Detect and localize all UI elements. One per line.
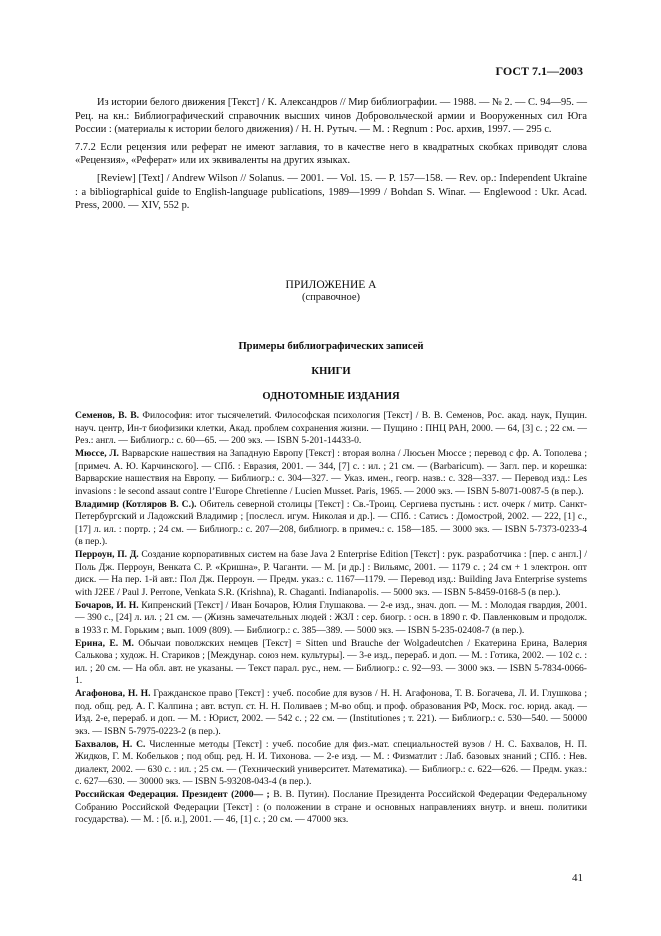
bib-entry-text: Обычаи поволжских немцев [Текст] = Sitten und Brauche der Wolgadeutchen / Екатерина Ерина, Валерия Салькова ; худож. Н. Стариков ; [Междунар. союз нем. культуры]. — 3-е изд., перераб. и доп. — М. : Готика, 2002. — 102 с. : ил. ; 20 см. — На обл. авт. не указаны. — Текст парал. рус., нем. — Библиогр.: с. 92—93. — 3000 экз. — ISBN 5-7834-0066-1.	[75, 637, 587, 686]
bib-entry	[75, 448, 587, 498]
bib-entry	[75, 688, 587, 738]
appendix-heading: Примеры библиографических записей	[238, 341, 424, 352]
bib-entry-author: Перроун, П. Д.	[75, 549, 139, 560]
bib-entry	[75, 789, 587, 827]
bib-entry	[75, 739, 587, 789]
bib-entry-text: В. В. Путин). Послание Президента Российской Федерации Федеральному Собранию Российской Федерации [Текст] : (о положении в стране и основных направлениях внутр. и внеш. политики государства). — М. : [б. и.], 2001. — 46, [1] с. ; 20 см. — 47000 экз.	[75, 789, 587, 825]
page-number: 41	[572, 872, 583, 884]
top-text-block	[75, 96, 587, 213]
bib-entry-text: Варварские нашествия на Западную Европу [Текст] : вторая волна / Люсьен Мюссе ; перевод с фр. А. Тополева ; [примеч. А. Ю. Карчинского]. — СПб. : Евразия, 2001. — 344, [7] с. : ил. ; 21 см. — (Barbaricum). — Загл. пер. и корешка: Варварские нашествия на Европу. — Библиогр.: с. 304—327. — Указ. имен., геогр. назв.: с. 328—337. — Перевод изд.: Les invasions : le second assaut contre l’Europe Chretienne / Lucien Musset. Paris, 1965. — 2000 экз. — ISBN 5-8071-0087-5 (в пер.).	[75, 448, 588, 497]
standard-designation: ГОСТ 7.1—2003	[495, 64, 583, 78]
bib-entry-text: Обитель северной столицы [Текст] : Св.-Троиц. Сергиева пустынь : ист. очерк / митр. Санкт-Петербургский и Ладожский Владимир ; [послесл. игум. Николая и др.]. — СПб. : Сатисъ : Домострой, 2002. — 222, [1] с., [17] л. ил. : портр. ; 24 см. — Библиогр.: с. 207—208, библиогр. в примеч.: с. 158—185. — 3000 экз. — ISBN 5-7373-0233-4 (в пер.).	[75, 498, 587, 547]
bib-entry	[75, 638, 587, 688]
subsection-heading: ОДНОТОМНЫЕ ИЗДАНИЯ	[262, 391, 400, 402]
bibliography-entries	[75, 410, 587, 827]
bib-entry	[75, 600, 587, 638]
bib-entry-author: Мюссе, Л.	[75, 448, 119, 459]
bib-entry-author: Российская Федерация. Президент (2000— ;	[75, 789, 270, 800]
bib-entry-author: Ерина, Е. М.	[75, 637, 134, 649]
bib-entry-author: Агафонова, Н. Н.	[75, 688, 151, 699]
bib-entry	[75, 499, 587, 549]
bib-entry-text: Кипренский [Текст] / Иван Бочаров, Юлия Глушакова. — 2-е изд., знач. доп. — М. : Молодая гвардия, 2001. — 390 с., [24] л. ил. ; 21 см. — (Жизнь замечательных людей : ЖЗЛ : сер. биогр. : осн. в 1890 г. Ф. Павленковым и продолж. в 1933 г. М. Горьким ; вып. 1009 (809). — Библиогр.: с. 385—389. — 5000 экз. — ISBN 5-235-02408-7 (в пер.).	[75, 599, 587, 636]
bib-entry-author: Семенов, В. В.	[75, 410, 140, 421]
example-review-1: Из истории белого движения [Текст] / К. Александров // Мир библиографии. — 1988. — № 2. — С. 94—95. — Рец. на кн.: Библиографический справочник высших чинов Добровольческой армии и Вооруженных сил Юга России : (материалы к истории белого движения) / Н. Н. Рутыч. — М. : Regnum : Рос. архив, 1997. — 295 с.	[75, 97, 587, 136]
bib-entry-text: Гражданское право [Текст] : учеб. пособие для вузов / Н. Н. Агафонова, Т. В. Богачева, Л. И. Глушкова ; под. общ. ред. А. Г. Калпина ; авт. вступ. ст. Н. Н. Поливаев ; М-во общ. и проф. образования РФ, Моск. гос. юрид. акад. — Изд. 2-е, перераб. и доп. — М. : Юрист, 2002. — 542 с. ; 22 см. — (Institutiones ; т. 221). — Библиогр.: с. 530—540. — 50000 экз. — ISBN 5-7975-0223-2 (в пер.).	[75, 688, 588, 737]
bib-entry	[75, 410, 587, 448]
bib-entry	[75, 549, 587, 599]
appendix-title: ПРИЛОЖЕНИЕ А	[285, 279, 377, 291]
appendix-subtitle: (справочное)	[302, 292, 360, 303]
bib-entry-text: Численные методы [Текст] : учеб. пособие для физ.-мат. специальностей вузов / Н. С. Бахвалов, Н. П. Жидков, Г. М. Кобельков ; под общ. ред. Н. И. Тихонова. — 2-е изд. — М. : Физматлит : Лаб. базовых знаний ; СПб. : Нев. диалект, 2002. — 630 с. : ил. ; 25 см. — (Технический университет. Математика). — Библиогр.: с. 622—626. — Предм. указ.: с. 627—630. — 30000 экз. — ISBN 5-93208-043-4 (в пер.).	[75, 738, 588, 787]
bib-entry-author: Владимир (Котляров В. С.).	[75, 498, 197, 510]
section-heading: КНИГИ	[311, 366, 351, 377]
bib-entry-text: Философия: итог тысячелетий. Философская психология [Текст] / В. В. Семенов, Рос. акад. наук, Пущин. науч. центр, Ин-т биофизики клетки, Акад. проблем сохранения жизни. — Пущино : ПНЦ РАН, 2000. — 64, [3] с. ; 22 см. — Рез.: англ. — Библиогр.: с. 60—65. — 200 экз. — ISBN 5-201-14433-0.	[75, 410, 588, 446]
bib-entry-author: Бахвалов, Н. С.	[75, 738, 146, 750]
rule-7-7-2: 7.7.2 Если рецензия или реферат не имеют заглавия, то в качестве него в квадратных скобках приводят слова «Рецензия», «Реферат» или их эквиваленты на других языках.	[75, 141, 587, 167]
bib-entry-text: Создание корпоративных систем на базе Java 2 Enterprise Edition [Текст] : рук. разработчика : [пер. с англ.] / Поль Дж. Перроун, Венката С. Р. «Кришна», Р. Чаганти. — М. [и др.] : Вильямс, 2001. — 1179 с. ; 24 см + 1 электрон. опт диск. — На пер. 1-й авт.: Пол Дж. Перроун. — Предм. указ.: с. 1167—1179. — Перевод изд.: Building Java Enterprise systems with J2EE / Paul J. Perrone, Venkata S.R. (Krishna), R. Chaganti. Indianapolis. — 5000 экз. — ISBN 5-8459-0168-5 (в пер.).	[75, 549, 587, 598]
example-review-2: [Review] [Text] / Andrew Wilson // Solanus. — 2001. — Vol. 15. — P. 157—158. — Rev. op.: Independent Ukraine : a bibliographical guide to English-language publications, 1989—1999 / Bohdan S. Winar. — Englewood : Ukr. Acad. Press, 2000. — XIV, 552 p.	[75, 172, 587, 212]
bib-entry-author: Бочаров, И. Н.	[75, 599, 139, 611]
